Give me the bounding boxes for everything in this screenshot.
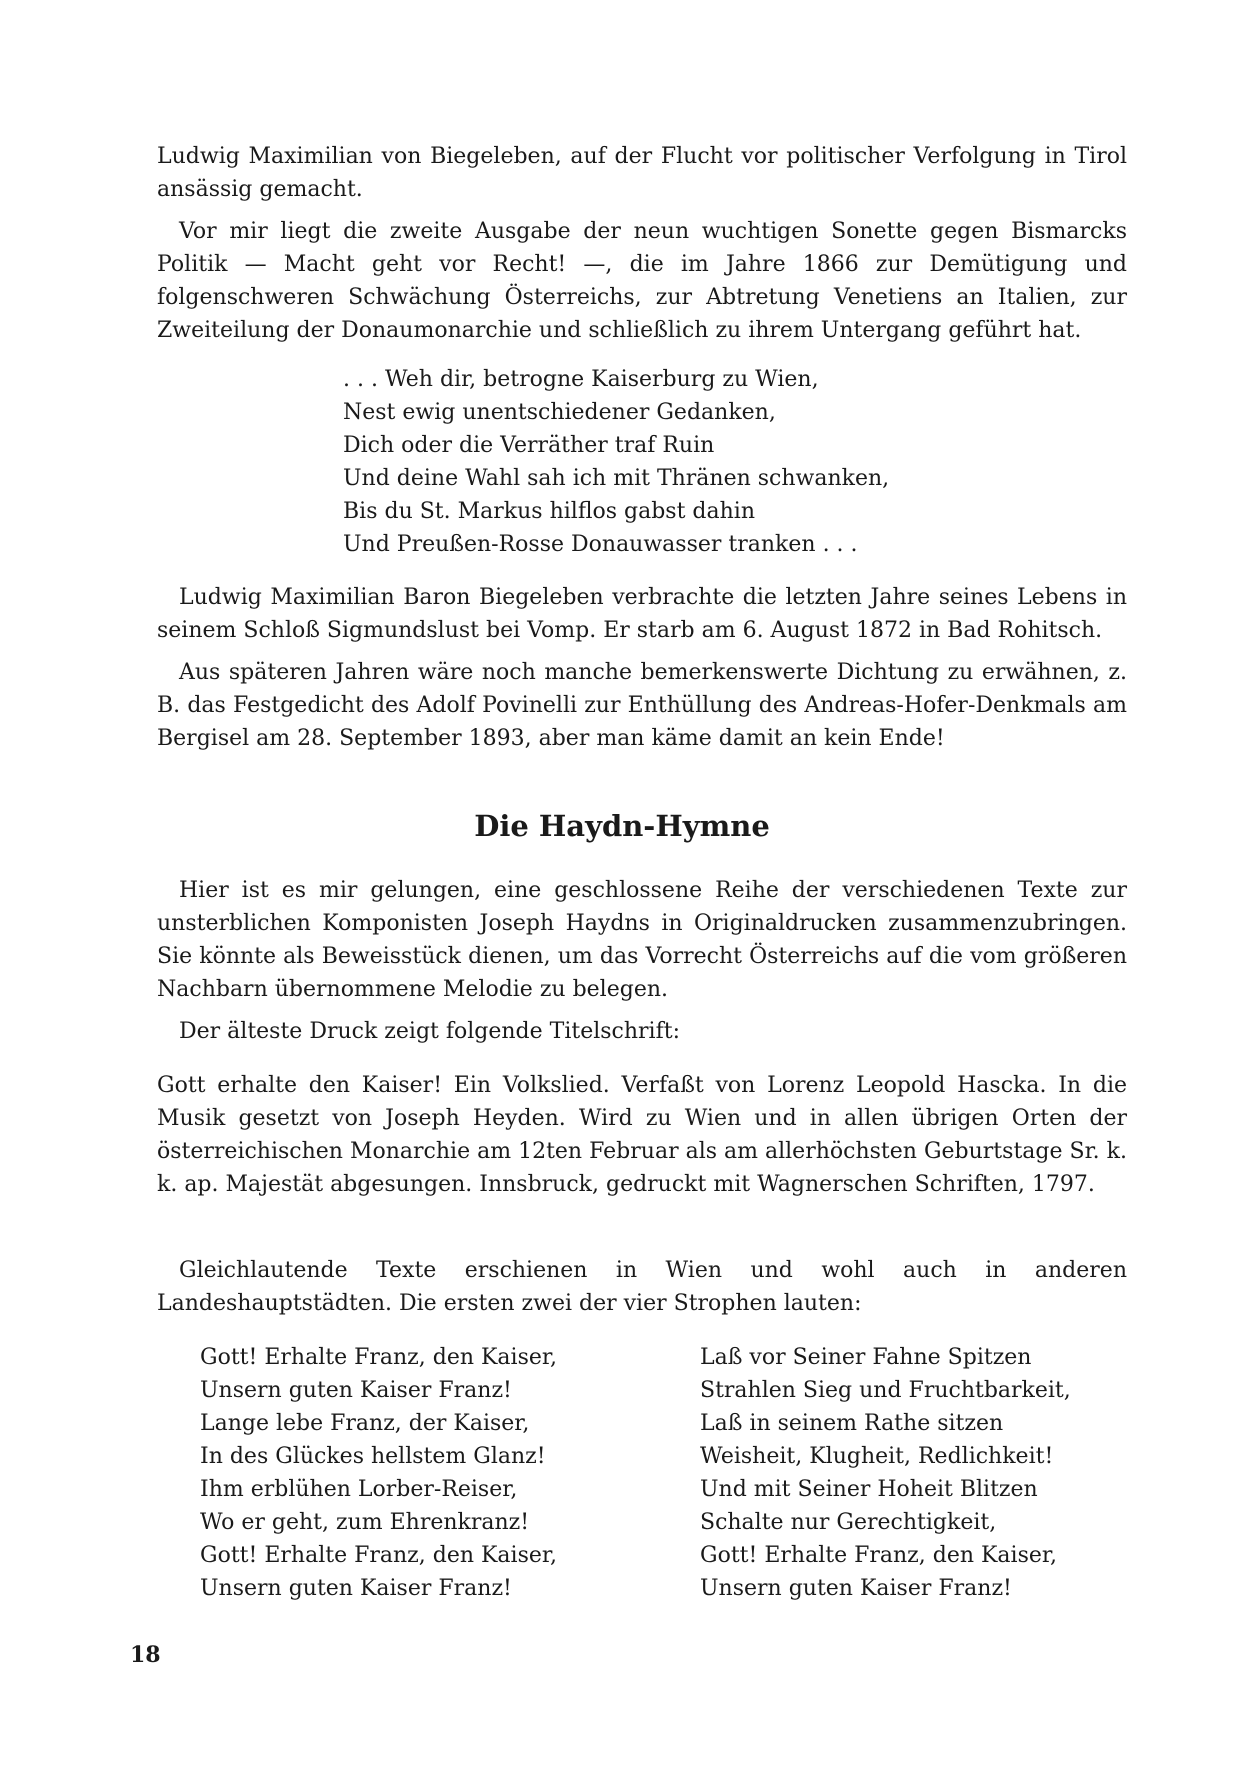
hymn-line: In des Glückes hellstem Glanz! bbox=[200, 1444, 546, 1469]
title-quote: Gott erhalte den Kaiser! Ein Volkslied. Verfaßt von Lorenz Leopold Hascka. In die Musik gesetzt von Joseph Heyden. Wird zu Wien und in allen übrigen Orten der österreichischen Monarchie am 12ten Februar als am allerhöchsten Geburtstage Sr. k. k. ap. Majestät abgesungen. Innsbruck, gedruckt mit Wagnerschen Schriften, 1797. bbox=[157, 1073, 1127, 1197]
page-number: 18 bbox=[130, 1642, 161, 1668]
hymn-line: Gott! Erhalte Franz, den Kaiser, bbox=[200, 1543, 557, 1568]
hymn-line: Unsern guten Kaiser Franz! bbox=[700, 1576, 1012, 1601]
hymn-line: Weisheit, Klugheit, Redlichkeit! bbox=[700, 1444, 1054, 1469]
haydn-paragraph-1: Hier ist es mir gelungen, eine geschlossene Reihe der verschiedenen Texte zur unsterblichen Komponisten Joseph Haydns in Originaldrucken zusammenzubringen. Sie könnte als Beweisstück dienen, um das Vorrecht Österreichs auf die vom größeren Nachbarn übernommene Melodie zu belegen. bbox=[157, 878, 1127, 1002]
haydn-section-intro bbox=[157, 874, 1127, 1048]
title-quote-block bbox=[157, 1069, 1127, 1201]
sonnet-line: Nest ewig unentschiedener Gedanken, bbox=[343, 400, 776, 425]
section-heading: Die Haydn-Hymne bbox=[474, 809, 770, 843]
haydn-paragraph-3: Gleichlautende Texte erschienen in Wien und wohl auch in anderen Landeshauptstädten. Die ersten zwei der vier Strophen lauten: bbox=[157, 1258, 1127, 1316]
sonnet-line: Und Preußen-Rosse Donauwasser tranken . . . bbox=[343, 532, 858, 557]
hymn-line: Lange lebe Franz, der Kaiser, bbox=[200, 1411, 530, 1436]
sonnet-line: Und deine Wahl sah ich mit Thränen schwanken, bbox=[343, 466, 890, 491]
sonnet-excerpt bbox=[343, 363, 889, 561]
hymn-line: Gott! Erhalte Franz, den Kaiser, bbox=[200, 1345, 557, 1370]
hymn-line: Und mit Seiner Hoheit Blitzen bbox=[700, 1477, 1038, 1502]
hymn-line: Schalte nur Gerechtigkeit, bbox=[700, 1510, 997, 1535]
hymn-line: Wo er geht, zum Ehrenkranz! bbox=[200, 1510, 530, 1535]
intro-paragraph-2: Vor mir liegt die zweite Ausgabe der neun wuchtigen Sonette gegen Bismarcks Politik — Macht geht vor Recht! —, die im Jahre 1866 zur Demütigung und folgenschweren Schwächung Österreichs, zur Abtretung Venetiens an Italien, zur Zweiteilung der Donaumonarchie und schließlich zu ihrem Untergang geführt hat. bbox=[157, 219, 1127, 343]
hymn-line: Unsern guten Kaiser Franz! bbox=[200, 1576, 512, 1601]
hymn-line: Laß in seinem Rathe sitzen bbox=[700, 1411, 1004, 1436]
haydn-paragraph-3-block bbox=[157, 1254, 1127, 1320]
sonnet-line: Dich oder die Verräther traf Ruin bbox=[343, 433, 715, 458]
biography-paragraph: Ludwig Maximilian Baron Biegeleben verbrachte die letzten Jahre seines Lebens in seinem Schloß Sigmundslust bei Vomp. Er starb am 6. August 1872 in Bad Rohitsch. bbox=[157, 585, 1127, 643]
hymn-stanza-1 bbox=[200, 1341, 557, 1605]
after-sonnet-section bbox=[157, 581, 1127, 755]
sonnet-line: Bis du St. Markus hilflos gabst dahin bbox=[343, 499, 755, 524]
hymn-line: Ihm erblühen Lorber-Reiser, bbox=[200, 1477, 518, 1502]
hymn-line: Laß vor Seiner Fahne Spitzen bbox=[700, 1345, 1032, 1370]
sonnet-line: . . . Weh dir, betrogne Kaiserburg zu Wien, bbox=[343, 367, 819, 392]
hymn-line: Unsern guten Kaiser Franz! bbox=[200, 1378, 512, 1403]
hymn-stanza-2 bbox=[700, 1341, 1071, 1605]
later-poems-paragraph: Aus späteren Jahren wäre noch manche bemerkenswerte Dichtung zu erwähnen, z. B. das Festgedicht des Adolf Povinelli zur Enthüllung des Andreas-Hofer-Denkmals am Bergisel am 28. September 1893, aber man käme damit an kein Ende! bbox=[157, 660, 1127, 751]
intro-section bbox=[157, 140, 1127, 347]
hymn-line: Strahlen Sieg und Fruchtbarkeit, bbox=[700, 1378, 1071, 1403]
hymn-line: Gott! Erhalte Franz, den Kaiser, bbox=[700, 1543, 1057, 1568]
intro-paragraph-1: Ludwig Maximilian von Biegeleben, auf der Flucht vor politischer Verfolgung in Tirol ansässig gemacht. bbox=[157, 144, 1127, 202]
haydn-paragraph-2: Der älteste Druck zeigt folgende Titelschrift: bbox=[179, 1019, 680, 1044]
